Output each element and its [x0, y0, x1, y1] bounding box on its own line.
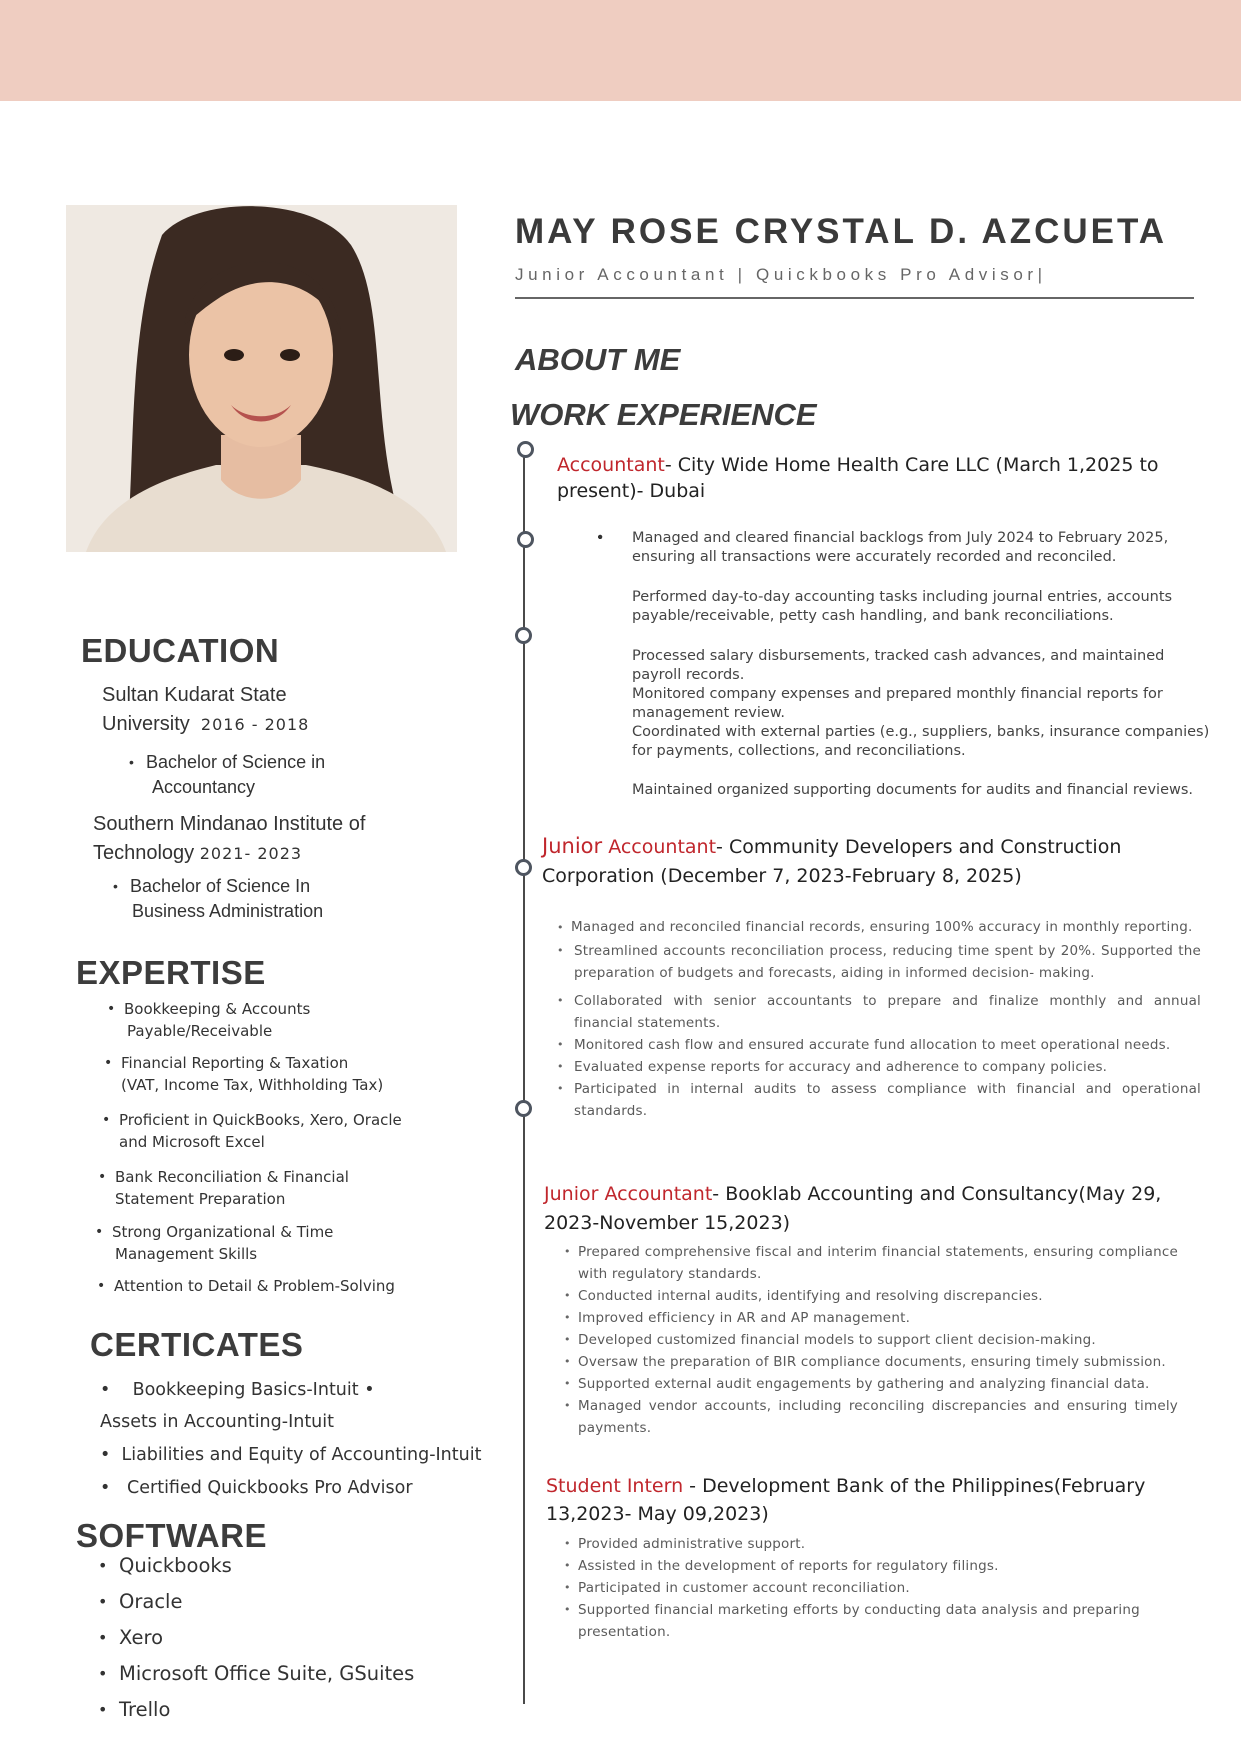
job-details-2: 13,2023- May 09,2023): [546, 1503, 769, 1525]
duty-item: • Maintained organized supporting documents for audits and financial reviews.: [632, 781, 1212, 800]
job-role: Accountant: [608, 836, 717, 858]
expertise-item: [115, 1166, 349, 1210]
job-title: [557, 452, 1177, 504]
expertise-item: [114, 1275, 395, 1297]
candidate-title: Junior Accountant | Quickbooks Pro Advisor|: [515, 265, 1047, 284]
duty-item: • Improved efficiency in AR and AP management.: [578, 1307, 1178, 1329]
job-details-2: Corporation (December 7, 2023-February 8, 2025): [542, 865, 1022, 887]
certificate-name: Bookkeeping Basics-Intuit: [132, 1380, 359, 1400]
bullet-icon: •: [100, 1478, 111, 1498]
job-details: - City Wide Home Health Care LLC (March 1,2025 to: [664, 454, 1159, 476]
job-details: - Booklab Accounting and Consultancy(May 29,: [712, 1183, 1162, 1205]
duty-item: • Assisted in the development of reports for regulatory filings.: [578, 1555, 1190, 1577]
timeline-dot: [517, 441, 534, 458]
degree-line: • Bachelor of Science in: [146, 752, 326, 772]
degree-line-2: Accountancy: [152, 777, 256, 797]
certificate-name: Assets in Accounting-Intuit: [100, 1412, 334, 1432]
duty-item: • Conducted internal audits, identifying and resolving discrepancies.: [578, 1285, 1178, 1307]
job-duties: [578, 1241, 1178, 1439]
bullet-icon: •: [364, 1380, 375, 1400]
about-me-heading: ABOUT ME: [515, 342, 681, 377]
duty-item: • Participated in internal audits to assess compliance with financial and operational standards.: [571, 1078, 1201, 1122]
header-divider: [515, 297, 1194, 299]
software-item: • Oracle: [98, 1590, 414, 1626]
expertise-line: • Bookkeeping & Accounts: [124, 1000, 311, 1018]
education-years: 2021- 2023: [199, 844, 303, 863]
duty-item: • Streamlined accounts reconciliation process, reducing time spent by 20%. Supported the preparation of budgets and forecasts, aiding in informed decision- making.: [571, 940, 1201, 984]
duty-continued: Monitored company expenses and prepared monthly financial reports for management review.: [632, 686, 1163, 721]
job-title: [546, 1472, 1186, 1528]
duty-item: • Provided administrative support.: [578, 1533, 1190, 1555]
duty-item: • Supported external audit engagements by gathering and analyzing financial data.: [578, 1373, 1178, 1395]
work-experience-heading: WORK EXPERIENCE: [510, 397, 817, 432]
job-role: Junior: [542, 834, 603, 858]
education-school-1: [102, 681, 309, 739]
expertise-line: • Financial Reporting & Taxation: [121, 1054, 349, 1072]
job-duties: [571, 918, 1201, 1122]
software-heading: SOFTWARE: [76, 1517, 267, 1554]
school-name-line: Sultan Kudarat State: [102, 684, 287, 706]
certificates-heading: CERTICATES: [90, 1326, 304, 1363]
duty-item: • Participated in customer account reconciliation.: [578, 1577, 1190, 1599]
duty-item: • Managed and reconciled financial records, ensuring 100% accuracy in monthly reporting.: [571, 918, 1201, 937]
education-degree-1: [146, 750, 325, 800]
duty-continued: Coordinated with external parties (e.g., suppliers, banks, insurance companies) for payments, collections, and reconciliations.: [632, 724, 1210, 759]
expertise-line: • Strong Organizational & Time: [112, 1223, 334, 1241]
expertise-line-2: Statement Preparation: [115, 1190, 286, 1208]
duty-item: • Oversaw the preparation of BIR compliance documents, ensuring timely submission.: [578, 1351, 1178, 1373]
expertise-line: • Attention to Detail & Problem-Solving: [114, 1277, 395, 1295]
software-item: • Trello: [98, 1698, 414, 1734]
education-heading: EDUCATION: [81, 632, 280, 669]
education-years: 2016 - 2018: [200, 715, 310, 734]
expertise-line: • Bank Reconciliation & Financial: [115, 1168, 349, 1186]
degree-line-2: Business Administration: [132, 901, 324, 921]
job-duties: [632, 529, 1212, 800]
degree-line: • Bachelor of Science In: [130, 876, 311, 896]
expertise-item: [121, 1052, 383, 1096]
software-item: • Quickbooks: [98, 1554, 414, 1590]
profile-photo: [66, 205, 457, 552]
expertise-item: [124, 998, 310, 1042]
duty-item: • Managed and cleared financial backlogs from July 2024 to February 2025, ensuring all transactions were accurately recorded and reconciled.: [632, 529, 1212, 567]
duty-item: • Prepared comprehensive fiscal and interim financial statements, ensuring compliance with regulatory standards.: [578, 1241, 1178, 1285]
duty-item: • Collaborated with senior accountants to prepare and finalize monthly and annual financial statements.: [571, 990, 1201, 1034]
certificate-line: [100, 1473, 500, 1503]
expertise-item: [119, 1109, 402, 1153]
education-degree-2: [130, 874, 323, 924]
duty-item: • Performed day-to-day accounting tasks including journal entries, accounts payable/receivable, petty cash handling, and bank reconciliations.: [632, 588, 1212, 626]
duty-item: • Processed salary disbursements, tracked cash advances, and maintained payroll records.: [632, 647, 1212, 685]
bullet-icon: •: [100, 1445, 111, 1465]
job-details: - Community Developers and Construction: [716, 836, 1122, 858]
timeline-dot: [515, 1100, 532, 1117]
expertise-line: • Proficient in QuickBooks, Xero, Oracle: [119, 1111, 402, 1129]
certificates-list: [100, 1375, 500, 1503]
expertise-item: [112, 1221, 333, 1265]
job-role: Student Intern: [546, 1475, 684, 1497]
software-list: [98, 1554, 414, 1734]
expertise-line-2: Payable/Receivable: [127, 1022, 273, 1040]
timeline-dot: [515, 859, 532, 876]
school-name-line: Southern Mindanao Institute of: [93, 813, 366, 835]
job-details-2: present)- Dubai: [557, 480, 706, 502]
school-name-line-2: [102, 710, 309, 739]
job-details-2: 2023-November 15,2023): [544, 1212, 791, 1234]
education-school-2: [93, 810, 365, 868]
duty-item: • Evaluated expense reports for accuracy and adherence to company policies.: [571, 1056, 1201, 1078]
duty-item: • Monitored cash flow and ensured accurate fund allocation to meet operational needs.: [571, 1034, 1201, 1056]
candidate-name: MAY ROSE CRYSTAL D. AZCUETA: [515, 212, 1168, 251]
expertise-line-2: Management Skills: [115, 1245, 258, 1263]
certificate-line: [100, 1440, 500, 1470]
job-details: - Development Bank of the Philippines(February: [683, 1475, 1146, 1497]
certificate-line: [100, 1375, 500, 1405]
job-title: [542, 832, 1182, 891]
job-role: Junior Accountant: [544, 1183, 713, 1205]
school-name: Technology: [93, 842, 195, 864]
certificate-name: Liabilities and Equity of Accounting-Intuit: [121, 1445, 482, 1465]
job-role: Accountant: [557, 454, 665, 476]
duty-item: • Managed vendor accounts, including reconciling discrepancies and ensuring timely payments.: [578, 1395, 1178, 1439]
expertise-line-2: and Microsoft Excel: [119, 1133, 265, 1151]
certificate-name: Certified Quickbooks Pro Advisor: [127, 1478, 413, 1498]
school-name-line-2: [93, 839, 365, 868]
job-title: [544, 1180, 1204, 1238]
job-duties: [578, 1533, 1190, 1643]
timeline-dot: [515, 627, 532, 644]
portrait-illustration: [66, 205, 457, 552]
software-item: • Xero: [98, 1626, 414, 1662]
timeline-dot: [517, 531, 534, 548]
duty-item: • Supported financial marketing efforts by conducting data analysis and preparing presentation.: [578, 1599, 1190, 1643]
expertise-line-2: (VAT, Income Tax, Withholding Tax): [121, 1076, 384, 1094]
school-name: University: [102, 713, 190, 735]
bullet-icon: •: [100, 1380, 111, 1400]
expertise-heading: EXPERTISE: [76, 954, 266, 991]
software-item: • Microsoft Office Suite, GSuites: [98, 1662, 414, 1698]
duty-item: • Developed customized financial models to support client decision-making.: [578, 1329, 1178, 1351]
header-band: [0, 0, 1241, 101]
